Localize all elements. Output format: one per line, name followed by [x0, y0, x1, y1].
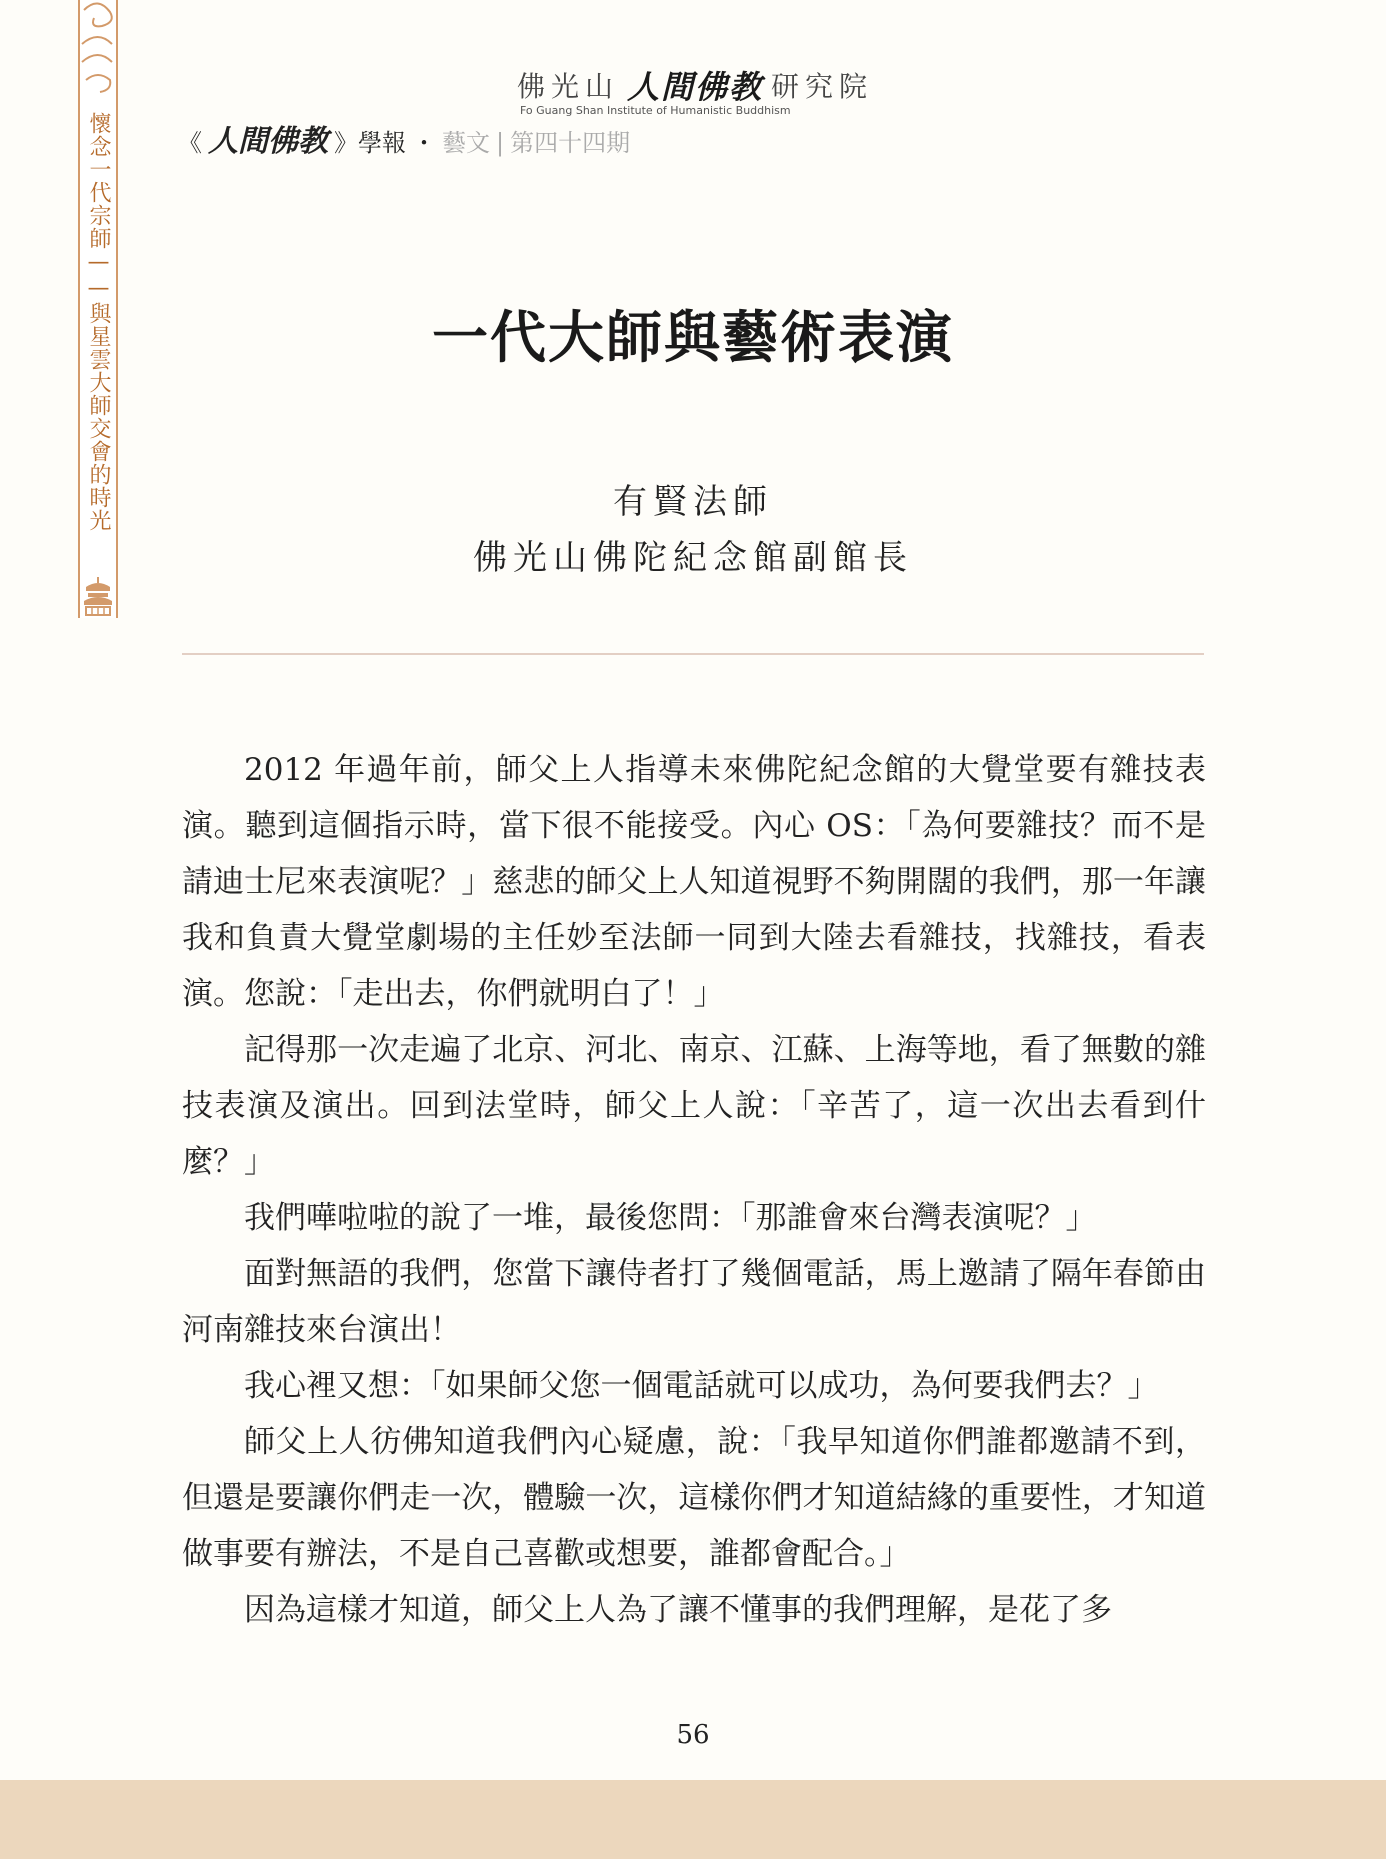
- paragraph: 我心裡又想：「如果師父您一個電話就可以成功，為何要我們去？」: [244, 1368, 1159, 1404]
- journal-section: 藝文: [442, 129, 490, 157]
- footer-band: [0, 1780, 1386, 1859]
- vertical-section-title: 懷念一代宗師——與星雲大師交會的時光: [86, 112, 111, 532]
- institute-english-name: Fo Guang Shan Institute of Humanistic Buddhism: [520, 104, 791, 117]
- institute-brand-logo: 人間佛教: [626, 68, 763, 106]
- journal-brand: 人間佛教: [208, 124, 328, 159]
- journal-issue: 第四十四期: [510, 129, 631, 157]
- paragraph: 因為這樣才知道，師父上人為了讓不懂事的我們理解，是花了多: [244, 1592, 1112, 1628]
- paragraph: 師父上人彷佛知道我們內心疑慮，說：「我早知道你們誰都邀請不到，但還是要讓你們走一次，體驗一次，這樣你們才知道結緣的重要性，才知道做事要有辦法，不是自己喜歡或想要，誰都會配合。」: [182, 1424, 1206, 1572]
- paragraph: 2012 年過年前，師父上人指導未來佛陀紀念館的大覺堂要有雜技表演。聽到這個指示時，當下很不能接受。內心 OS：「為何要雜技？而不是請迪士尼來表演呢？」慈悲的師父上人知道視野不夠開闊的我們，那一年讓我和負責大覺堂劇場的主任妙至法師一同到大陸去看雜技，找雜技，看表演。您說：「走出去，你們就明白了！」: [182, 752, 1206, 1012]
- journal-name-suffix: 》學報: [334, 129, 406, 157]
- institute-header: [480, 62, 910, 117]
- cloud-ornament-icon: [80, 0, 116, 100]
- article-author: 有賢法師: [613, 482, 773, 522]
- paragraph: 面對無語的我們，您當下讓侍者打了幾個電話，馬上邀請了隔年春節由河南雜技來台演出！: [182, 1256, 1206, 1348]
- temple-icon: [80, 575, 116, 617]
- journal-open-bracket: 《: [178, 129, 202, 157]
- institute-right: 研究院: [771, 70, 874, 103]
- journal-separator: ・: [412, 129, 436, 157]
- author-affiliation: 佛光山佛陀紀念館副館長: [473, 538, 913, 578]
- paragraph: 我們嘩啦啦的說了一堆，最後您問：「那誰會來台灣表演呢？」: [244, 1200, 1097, 1236]
- page-number: 56: [676, 1720, 710, 1750]
- journal-running-head: [178, 116, 630, 160]
- paragraph: 記得那一次走遍了北京、河北、南京、江蘇、上海等地，看了無數的雜技表演及演出。回到法堂時，師父上人說：「辛苦了，這一次出去看到什麼？」: [182, 1032, 1206, 1180]
- divider: [182, 653, 1204, 655]
- institute-left: 佛光山: [516, 70, 619, 103]
- article-title: 一代大師與藝術表演: [432, 305, 954, 371]
- journal-bar: |: [496, 129, 505, 157]
- article-body: [182, 742, 1206, 1638]
